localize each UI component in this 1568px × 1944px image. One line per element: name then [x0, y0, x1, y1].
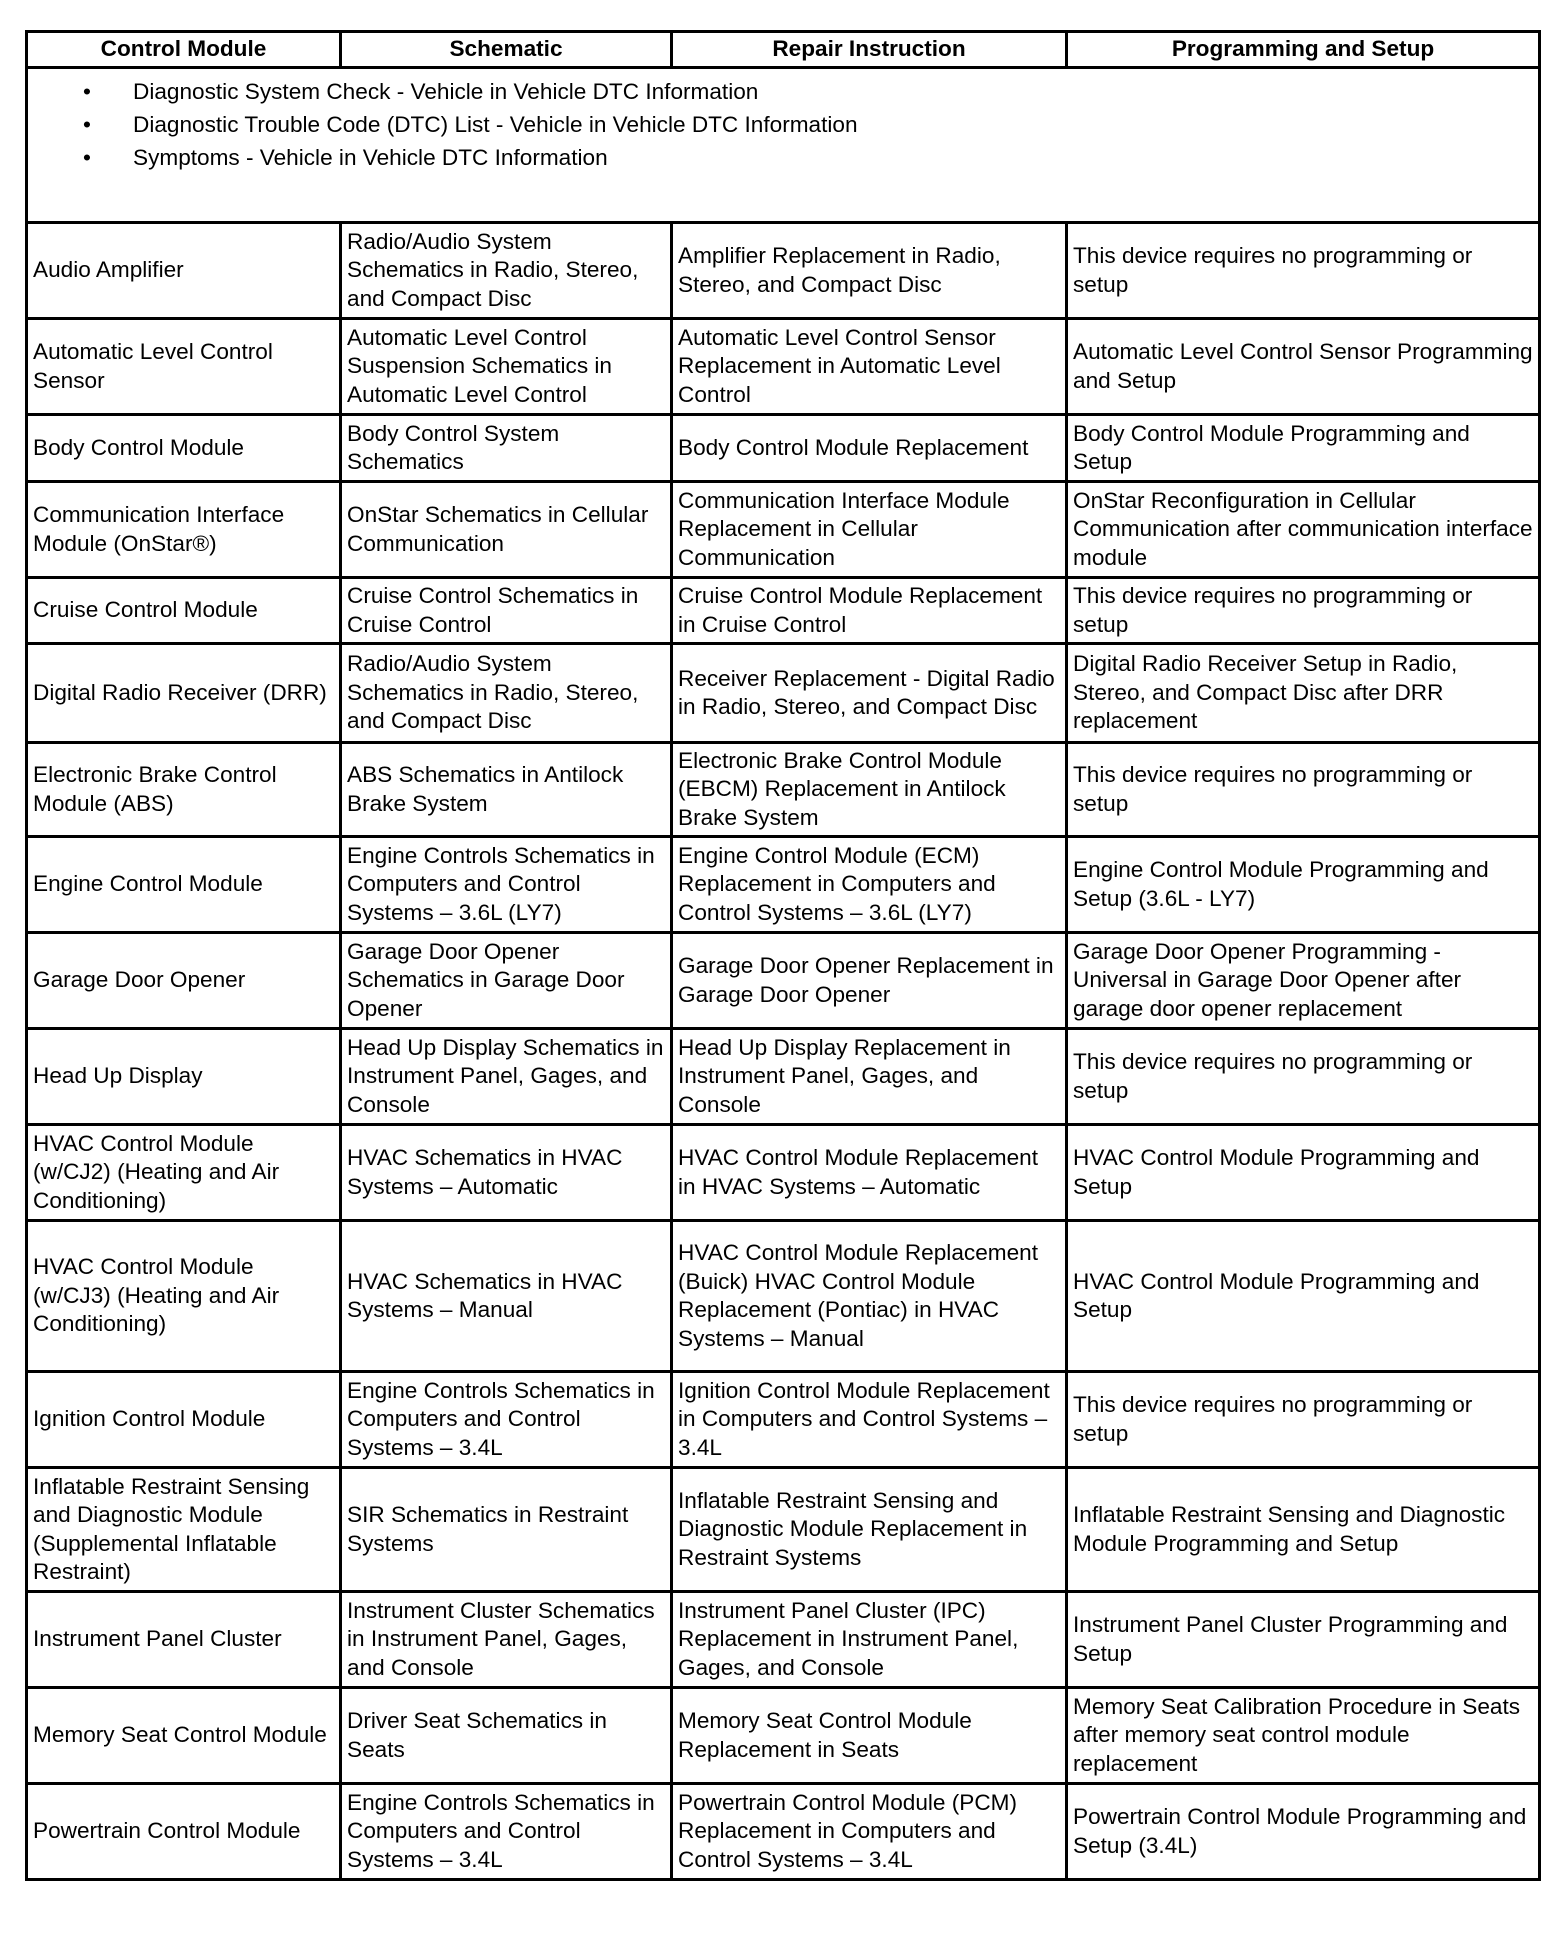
repair-instruction-link[interactable]: Receiver Replacement - Digital Radio in Radio, Stereo, and Compact Disc	[672, 644, 1067, 743]
schematic-link[interactable]: ABS Schematics in Antilock Brake System	[341, 743, 672, 837]
table-row	[27, 644, 1540, 743]
programming-setup-link[interactable]: Garage Door Opener Programming - Universal in Garage Door Opener after garage door opener replacement	[1067, 933, 1540, 1029]
repair-instruction-link[interactable]: Memory Seat Control Module Replacement in Seats	[672, 1688, 1067, 1784]
table-row	[27, 1372, 1540, 1468]
programming-setup-link[interactable]: This device requires no programming or setup	[1067, 578, 1540, 644]
table-row	[27, 223, 1540, 319]
programming-setup-link[interactable]: Digital Radio Receiver Setup in Radio, Stereo, and Compact Disc after DRR replacement	[1067, 644, 1540, 743]
module-name: HVAC Control Module (w/CJ2) (Heating and Air Conditioning)	[27, 1125, 341, 1221]
programming-setup-link[interactable]: This device requires no programming or setup	[1067, 1372, 1540, 1468]
table-row	[27, 933, 1540, 1029]
module-name: Cruise Control Module	[27, 578, 341, 644]
diagnostic-links-list	[33, 75, 1533, 174]
schematic-link[interactable]: Body Control System Schematics	[341, 415, 672, 482]
programming-setup-link[interactable]: HVAC Control Module Programming and Setup	[1067, 1221, 1540, 1372]
programming-setup-link[interactable]: Inflatable Restraint Sensing and Diagnostic Module Programming and Setup	[1067, 1468, 1540, 1592]
programming-setup-link[interactable]: Body Control Module Programming and Setup	[1067, 415, 1540, 482]
repair-instruction-link[interactable]: Cruise Control Module Replacement in Cruise Control	[672, 578, 1067, 644]
repair-instruction-link[interactable]: Engine Control Module (ECM) Replacement in Computers and Control Systems – 3.6L (LY7)	[672, 837, 1067, 933]
module-name: Audio Amplifier	[27, 223, 341, 319]
module-name: Head Up Display	[27, 1029, 341, 1125]
programming-setup-link[interactable]: Powertrain Control Module Programming and Setup (3.4L)	[1067, 1784, 1540, 1880]
schematic-link[interactable]: Engine Controls Schematics in Computers and Control Systems – 3.4L	[341, 1784, 672, 1880]
repair-instruction-link[interactable]: Amplifier Replacement in Radio, Stereo, and Compact Disc	[672, 223, 1067, 319]
schematic-link[interactable]: HVAC Schematics in HVAC Systems – Manual	[341, 1221, 672, 1372]
schematic-link[interactable]: HVAC Schematics in HVAC Systems – Automatic	[341, 1125, 672, 1221]
repair-instruction-link[interactable]: Body Control Module Replacement	[672, 415, 1067, 482]
table-row	[27, 482, 1540, 578]
table-row	[27, 1221, 1540, 1372]
programming-setup-link[interactable]: This device requires no programming or setup	[1067, 223, 1540, 319]
diagnostic-link[interactable]: • Diagnostic Trouble Code (DTC) List - Vehicle in Vehicle DTC Information	[133, 108, 1533, 141]
schematic-link[interactable]: Radio/Audio System Schematics in Radio, Stereo, and Compact Disc	[341, 644, 672, 743]
diagnostic-link[interactable]: • Symptoms - Vehicle in Vehicle DTC Information	[133, 141, 1533, 174]
module-name: Communication Interface Module (OnStar®)	[27, 482, 341, 578]
table-row	[27, 743, 1540, 837]
module-name: Digital Radio Receiver (DRR)	[27, 644, 341, 743]
programming-setup-link[interactable]: Engine Control Module Programming and Setup (3.6L - LY7)	[1067, 837, 1540, 933]
module-name: Automatic Level Control Sensor	[27, 319, 341, 415]
programming-setup-link[interactable]: Automatic Level Control Sensor Programming and Setup	[1067, 319, 1540, 415]
repair-instruction-link[interactable]: Powertrain Control Module (PCM) Replacement in Computers and Control Systems – 3.4L	[672, 1784, 1067, 1880]
control-module-table	[25, 30, 1541, 1881]
schematic-link[interactable]: Engine Controls Schematics in Computers and Control Systems – 3.4L	[341, 1372, 672, 1468]
schematic-link[interactable]: Radio/Audio System Schematics in Radio, Stereo, and Compact Disc	[341, 223, 672, 319]
schematic-link[interactable]: Engine Controls Schematics in Computers and Control Systems – 3.6L (LY7)	[341, 837, 672, 933]
schematic-link[interactable]: Driver Seat Schematics in Seats	[341, 1688, 672, 1784]
module-name: Body Control Module	[27, 415, 341, 482]
schematic-link[interactable]: Instrument Cluster Schematics in Instrument Panel, Gages, and Console	[341, 1592, 672, 1688]
programming-setup-link[interactable]: Instrument Panel Cluster Programming and Setup	[1067, 1592, 1540, 1688]
header-control-module: Control Module	[27, 32, 341, 68]
repair-instruction-link[interactable]: Automatic Level Control Sensor Replacement in Automatic Level Control	[672, 319, 1067, 415]
header-repair-instruction: Repair Instruction	[672, 32, 1067, 68]
schematic-link[interactable]: Automatic Level Control Suspension Schematics in Automatic Level Control	[341, 319, 672, 415]
module-name: Instrument Panel Cluster	[27, 1592, 341, 1688]
schematic-link[interactable]: Garage Door Opener Schematics in Garage Door Opener	[341, 933, 672, 1029]
table-row	[27, 1029, 1540, 1125]
table-row	[27, 415, 1540, 482]
table-row	[27, 1784, 1540, 1880]
module-name: Ignition Control Module	[27, 1372, 341, 1468]
table-row	[27, 1468, 1540, 1592]
table-row	[27, 837, 1540, 933]
module-name: Inflatable Restraint Sensing and Diagnostic Module (Supplemental Inflatable Restraint)	[27, 1468, 341, 1592]
schematic-link[interactable]: Cruise Control Schematics in Cruise Control	[341, 578, 672, 644]
programming-setup-link[interactable]: This device requires no programming or setup	[1067, 743, 1540, 837]
programming-setup-link[interactable]: OnStar Reconfiguration in Cellular Communication after communication interface module	[1067, 482, 1540, 578]
repair-instruction-link[interactable]: Instrument Panel Cluster (IPC) Replacement in Instrument Panel, Gages, and Console	[672, 1592, 1067, 1688]
repair-instruction-link[interactable]: Inflatable Restraint Sensing and Diagnostic Module Replacement in Restraint Systems	[672, 1468, 1067, 1592]
schematic-link[interactable]: Head Up Display Schematics in Instrument Panel, Gages, and Console	[341, 1029, 672, 1125]
repair-instruction-link[interactable]: Garage Door Opener Replacement in Garage Door Opener	[672, 933, 1067, 1029]
table-row	[27, 319, 1540, 415]
table-row	[27, 1688, 1540, 1784]
table-row	[27, 1592, 1540, 1688]
repair-instruction-link[interactable]: Communication Interface Module Replacement in Cellular Communication	[672, 482, 1067, 578]
repair-instruction-link[interactable]: Ignition Control Module Replacement in Computers and Control Systems – 3.4L	[672, 1372, 1067, 1468]
table-row	[27, 1125, 1540, 1221]
programming-setup-link[interactable]: Memory Seat Calibration Procedure in Seats after memory seat control module replacement	[1067, 1688, 1540, 1784]
header-schematic: Schematic	[341, 32, 672, 68]
diagnostic-link[interactable]: • Diagnostic System Check - Vehicle in Vehicle DTC Information	[133, 75, 1533, 108]
programming-setup-link[interactable]: HVAC Control Module Programming and Setup	[1067, 1125, 1540, 1221]
programming-setup-link[interactable]: This device requires no programming or setup	[1067, 1029, 1540, 1125]
module-name: Memory Seat Control Module	[27, 1688, 341, 1784]
schematic-link[interactable]: SIR Schematics in Restraint Systems	[341, 1468, 672, 1592]
module-name: Powertrain Control Module	[27, 1784, 341, 1880]
diagnostic-links-cell	[27, 68, 1540, 223]
module-name: Garage Door Opener	[27, 933, 341, 1029]
schematic-link[interactable]: OnStar Schematics in Cellular Communication	[341, 482, 672, 578]
repair-instruction-link[interactable]: Electronic Brake Control Module (EBCM) Replacement in Antilock Brake System	[672, 743, 1067, 837]
repair-instruction-link[interactable]: Head Up Display Replacement in Instrument Panel, Gages, and Console	[672, 1029, 1067, 1125]
repair-instruction-link[interactable]: HVAC Control Module Replacement in HVAC Systems – Automatic	[672, 1125, 1067, 1221]
module-name: HVAC Control Module (w/CJ3) (Heating and Air Conditioning)	[27, 1221, 341, 1372]
header-programming-setup: Programming and Setup	[1067, 32, 1540, 68]
header-row	[27, 32, 1540, 68]
table-row	[27, 578, 1540, 644]
module-name: Engine Control Module	[27, 837, 341, 933]
repair-instruction-link[interactable]: HVAC Control Module Replacement (Buick) HVAC Control Module Replacement (Pontiac) in HVAC Systems – Manual	[672, 1221, 1067, 1372]
module-name: Electronic Brake Control Module (ABS)	[27, 743, 341, 837]
diagnostic-links-row	[27, 68, 1540, 223]
